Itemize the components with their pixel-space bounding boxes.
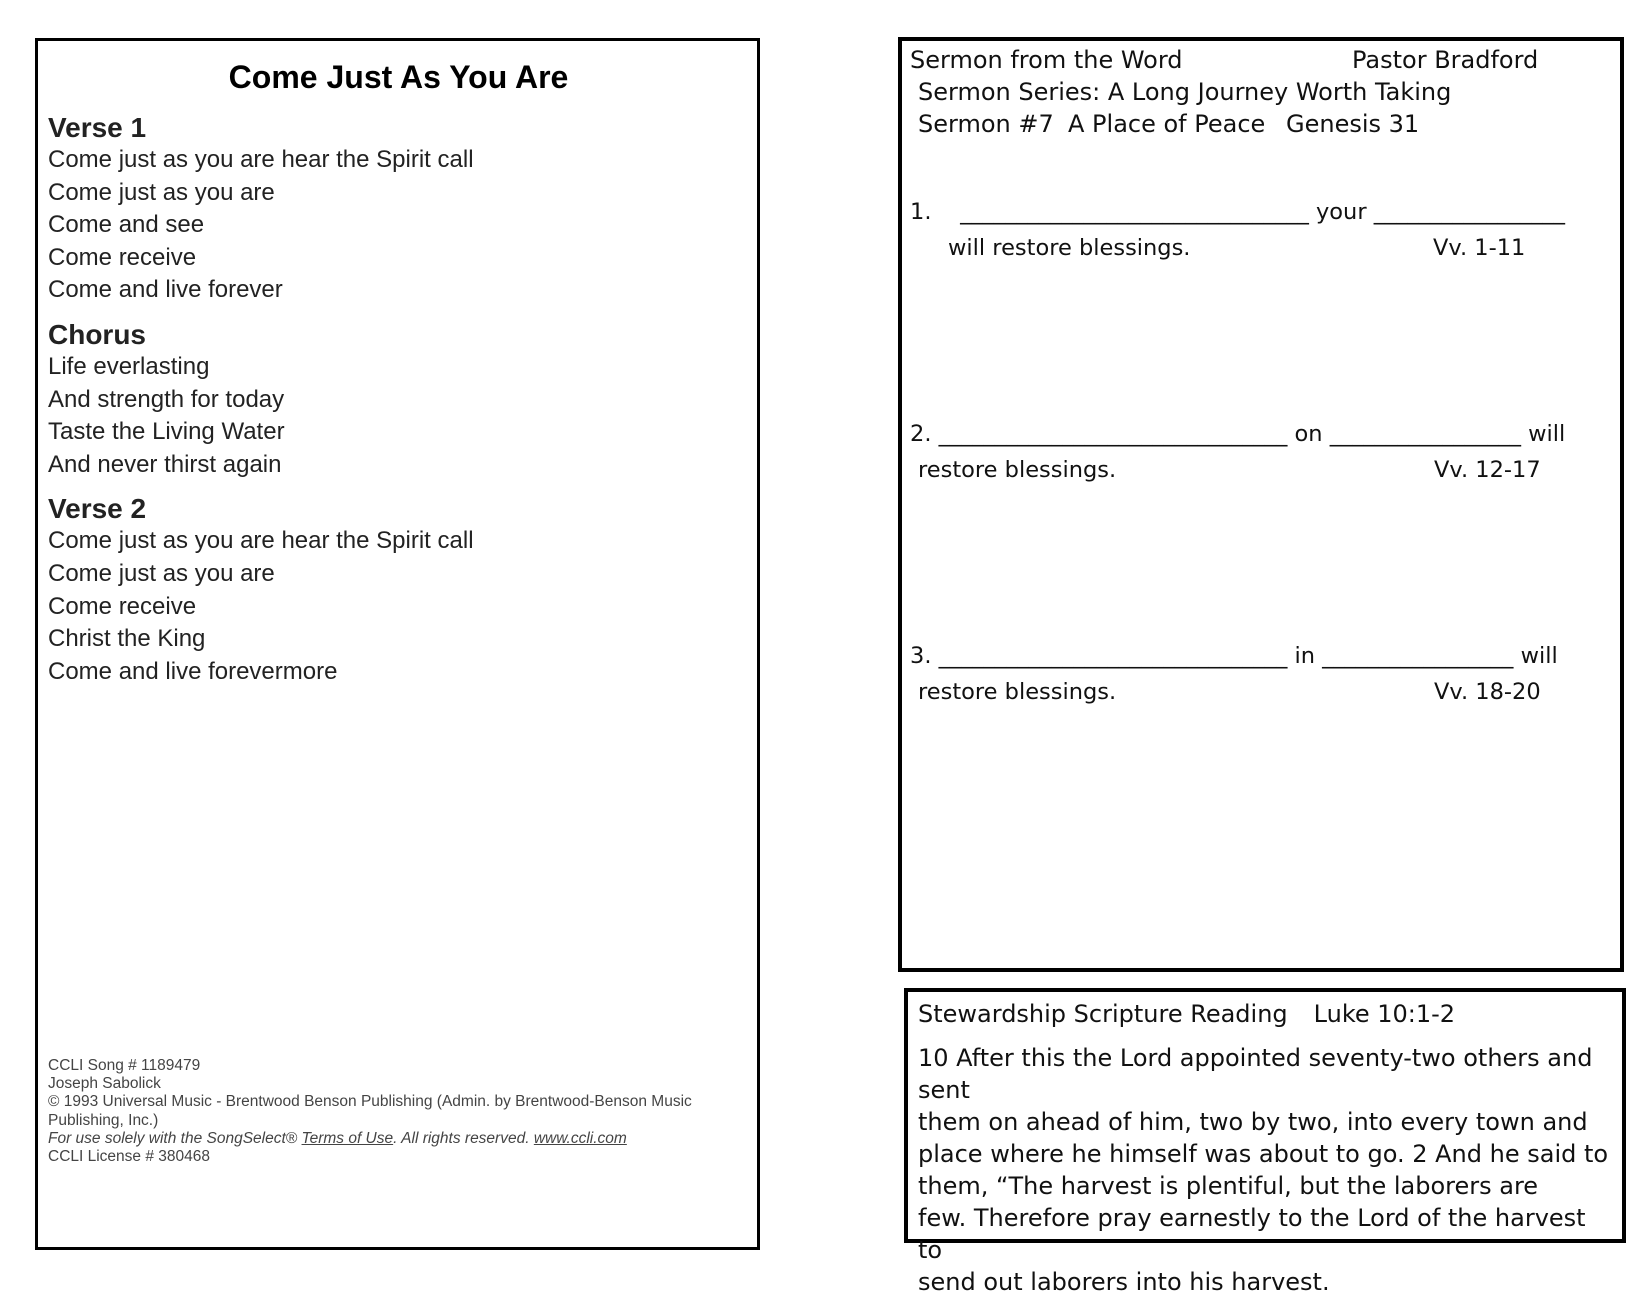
song-title: Come Just As You Are: [228, 59, 569, 95]
lyric-line: Christ the King: [48, 625, 206, 653]
scripture-heading: Stewardship Scripture Reading: [918, 1000, 1288, 1028]
scripture-line: 10 After this the Lord appointed seventy-two others and sent: [918, 1044, 1593, 1104]
lyric-line: Come receive: [48, 592, 197, 620]
scripture-line: them on ahead of him, two by two, into every town and: [918, 1108, 1588, 1136]
scripture-line: place where he himself was about to go. 2 And he said to: [918, 1140, 1609, 1168]
sermon-series: Sermon Series: A Long Journey Worth Taking: [918, 78, 1452, 106]
scripture-line: few. Therefore pray earnestly to the Lord of the harvest to: [918, 1204, 1586, 1264]
point-2-verses: Vv. 12-17: [1434, 457, 1541, 483]
song-author: Joseph Sabolick: [48, 1075, 161, 1093]
point-2-text: restore blessings.: [918, 457, 1117, 483]
fill-in-blank-3: 3. _______________________________ in _________________ will: [910, 643, 1558, 669]
lyric-line: Come just as you are hear the Spirit call: [48, 146, 474, 173]
lyric-line: Come and live forevermore: [48, 657, 338, 685]
sermon-notes-panel: [898, 37, 1624, 972]
scripture-reference: Luke 10:1-2: [1313, 1000, 1456, 1028]
lyric-line: Come and live forever: [48, 276, 283, 304]
sermon-number: Sermon #7: [918, 110, 1054, 138]
lyric-line: Come receive: [48, 243, 197, 271]
lyric-line: And never thirst again: [48, 450, 282, 478]
point-3-verses: Vv. 18-20: [1434, 679, 1541, 705]
lyric-line: Come and see: [48, 211, 205, 239]
sermon-heading: Sermon from the Word: [910, 46, 1183, 74]
sermon-title: A Place of Peace: [1068, 110, 1266, 138]
fill-in-blank-2: 2. _______________________________ on _________________ will: [910, 421, 1566, 447]
sermon-passage: Genesis 31: [1286, 110, 1420, 138]
fill-in-blank-1: 1. _______________________________ your _________________: [910, 199, 1565, 225]
lyric-line: Come just as you are: [48, 178, 275, 206]
ccli-song-number: CCLI Song # 1189479: [48, 1057, 201, 1074]
point-1-text: will restore blessings.: [948, 235, 1191, 261]
usage-prefix: For use solely with the SongSelect®: [48, 1129, 302, 1147]
usage-terms: [48, 1130, 748, 1148]
point-1-verses: Vv. 1-11: [1433, 235, 1526, 261]
pastor-name: Pastor Bradford: [1352, 46, 1539, 74]
point-3-text: restore blessings.: [918, 679, 1117, 705]
lyric-line: Come just as you are hear the Spirit call: [48, 527, 474, 555]
scripture-heading-row: [918, 998, 1612, 1030]
scripture-line: send out laborers into his harvest.: [918, 1268, 1330, 1296]
section-heading: Verse 1: [48, 112, 147, 143]
ccli-license-number: CCLI License # 380468: [48, 1148, 211, 1166]
scripture-passage: [918, 1042, 1612, 1298]
verse-1-section: [48, 112, 749, 307]
rights-text: . All rights reserved.: [393, 1129, 534, 1147]
lyric-line: Come just as you are: [48, 559, 275, 587]
ccli-website-link[interactable]: www.ccli.com: [533, 1129, 627, 1147]
lyric-line: And strength for today: [48, 385, 285, 413]
song-lyrics-panel: [35, 38, 760, 1250]
song-publisher: © 1993 Universal Music - Brentwood Benson Publishing (Admin. by Brentwood-Benson Music Publishing, Inc.): [48, 1093, 692, 1129]
chorus-section: [48, 319, 749, 481]
scripture-reading-panel: [904, 988, 1626, 1296]
scripture-line: them, “The harvest is plentiful, but the laborers are: [918, 1172, 1539, 1200]
terms-of-use-link[interactable]: Terms of Use: [301, 1129, 394, 1147]
ccli-copyright-block: [48, 1057, 748, 1166]
verse-2-section: [48, 493, 749, 688]
section-heading: Chorus: [48, 318, 146, 350]
lyric-line: Taste the Living Water: [48, 418, 285, 446]
section-heading: Verse 2: [48, 493, 147, 525]
lyric-line: Life everlasting: [48, 352, 210, 380]
